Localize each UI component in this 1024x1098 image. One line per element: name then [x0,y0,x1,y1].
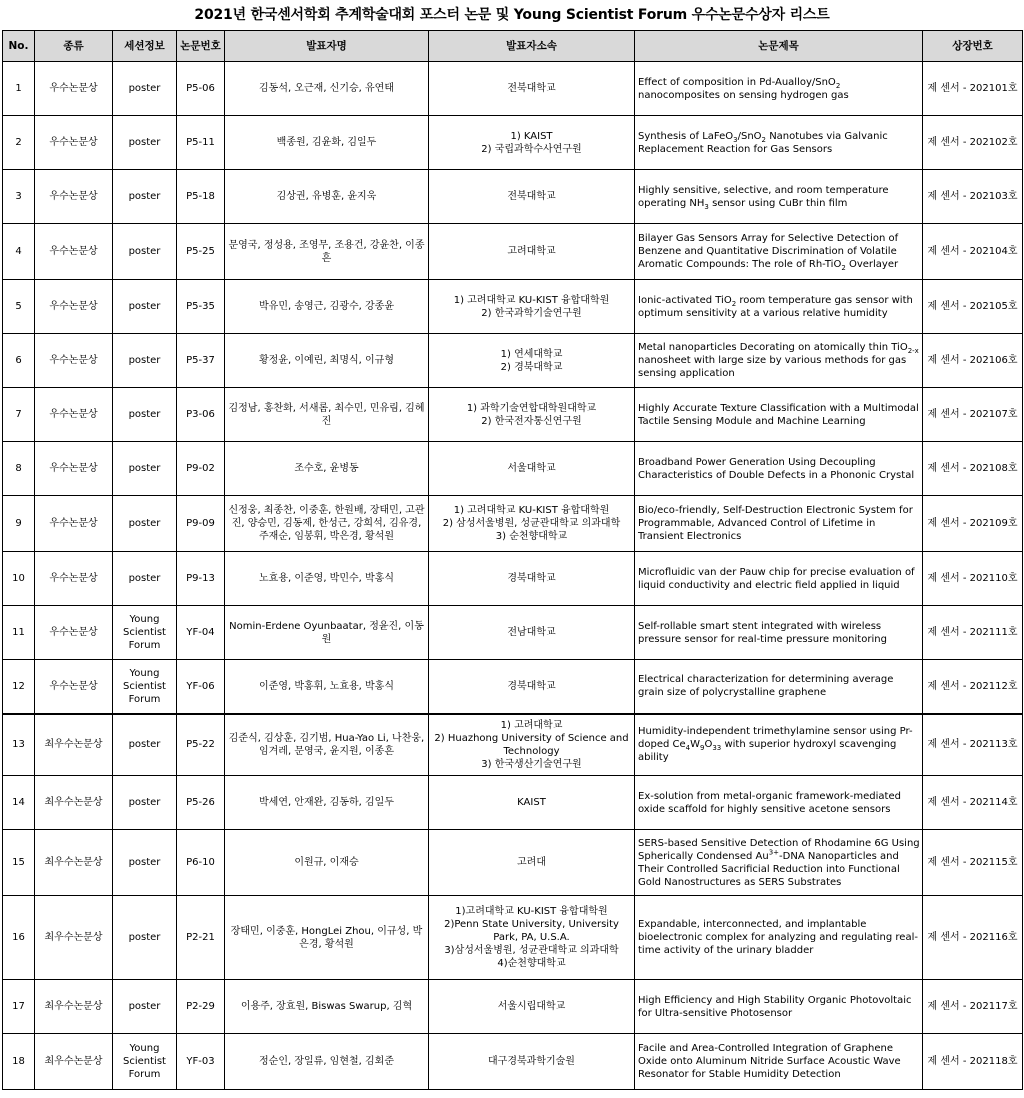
title-text: Metal nanoparticles Decorating on atomically thin TiO [638,342,908,353]
formula-subscript: 3 [704,202,709,211]
table-row [3,830,1023,896]
cell-session: poster [113,62,177,116]
header-code: 논문번호 [177,31,225,62]
table-row [3,334,1023,388]
cell-type: 우수논문상 [35,62,113,116]
cell-session: poster [113,552,177,606]
formula-subscript: 3+ [768,848,780,857]
table-row [3,496,1023,552]
formula-subscript: 2 [835,81,841,90]
cell-authors: 김상권, 유병훈, 윤지욱 [225,170,429,224]
cell-type: 우수논문상 [35,280,113,334]
cell-session: poster [113,170,177,224]
cell-paper-title [635,62,923,116]
cell-award-number: 제 센서 - 202117호 [923,980,1023,1034]
table-row [3,170,1023,224]
cell-no: 6 [3,334,35,388]
table-row [3,606,1023,660]
cell-paper-title [635,1034,923,1090]
cell-authors: 박세연, 안재완, 김동하, 김일두 [225,776,429,830]
cell-session: poster [113,496,177,552]
table-row [3,62,1023,116]
cell-session: poster [113,116,177,170]
title-text: Ex-solution from metal-organic framework-mediated oxide scaffold for highly sensitive acetone sensors [638,790,901,815]
title-text: -DNA Nanoparticles and Their Controlled Sacrificial Reduction into Functional Gold Nanostructures as SERS Substrates [638,850,900,888]
cell-authors: 신정웅, 최종찬, 이중훈, 한원배, 장태민, 고관진, 양승민, 김동제, 한성근, 강희석, 김유경, 주재순, 임봉휘, 박은경, 황석원 [225,496,429,552]
table-row [3,980,1023,1034]
cell-affiliation: 1) 고려대학교 2) Huazhong University of Science and Technology 3) 한국생산기술연구원 [429,714,635,776]
cell-code: P2-21 [177,896,225,980]
cell-no: 16 [3,896,35,980]
header-row [3,31,1023,62]
cell-award-number: 제 센서 - 202116호 [923,896,1023,980]
cell-affiliation: 1) KAIST 2) 국립과학수사연구원 [429,116,635,170]
cell-code: P5-18 [177,170,225,224]
cell-no: 18 [3,1034,35,1090]
title-text: Effect of composition in Pd-Aualloy/SnO [638,76,836,88]
cell-code: P5-22 [177,714,225,776]
title-text: Ionic-activated TiO [638,294,732,306]
cell-award-number: 제 센서 - 202110호 [923,552,1023,606]
cell-award-number: 제 센서 - 202101호 [923,62,1023,116]
cell-award-number: 제 센서 - 202102호 [923,116,1023,170]
title-text: Bio/eco-friendly, Self-Destruction Electronic System for Programmable, Advanced Control of Lifetime in Transient Electronics [638,505,913,542]
cell-authors: 이준영, 박홍휘, 노효용, 박홍식 [225,660,429,714]
cell-no: 8 [3,442,35,496]
cell-no: 14 [3,776,35,830]
table-row [3,116,1023,170]
cell-code: P5-25 [177,224,225,280]
cell-paper-title [635,830,923,896]
cell-affiliation: 서울대학교 [429,442,635,496]
cell-paper-title [635,660,923,714]
cell-authors: 백종원, 김윤화, 김일두 [225,116,429,170]
cell-type: 최우수논문상 [35,1034,113,1090]
cell-no: 9 [3,496,35,552]
cell-paper-title [635,606,923,660]
cell-code: YF-06 [177,660,225,714]
cell-code: P5-06 [177,62,225,116]
cell-session: poster [113,776,177,830]
title-text: Synthesis of LaFeO [638,130,734,142]
cell-code: P3-06 [177,388,225,442]
title-text: Broadband Power Generation Using Decoupling Characteristics of Double Defects in a Phononic Crystal [638,456,915,481]
cell-paper-title [635,442,923,496]
cell-authors: 이원규, 이재승 [225,830,429,896]
cell-session: poster [113,980,177,1034]
title-text: Self-rollable smart stent integrated with wireless pressure sensor for real-time pressure monitoring [638,620,887,645]
title-text: High Efficiency and High Stability Organic Photovoltaic for Ultra-sensitive Photosensor [638,994,912,1019]
cell-award-number: 제 센서 - 202114호 [923,776,1023,830]
header-type: 종류 [35,31,113,62]
cell-award-number: 제 센서 - 202104호 [923,224,1023,280]
cell-affiliation: 경북대학교 [429,552,635,606]
cell-affiliation: 대구경북과학기술원 [429,1034,635,1090]
title-text: /SnO [737,130,762,142]
award-table [2,30,1023,1090]
cell-code: YF-03 [177,1034,225,1090]
cell-type: 최우수논문상 [35,896,113,980]
title-text: with superior hydroxyl scavenging ability [638,739,897,764]
cell-session: poster [113,896,177,980]
cell-affiliation: 전남대학교 [429,606,635,660]
title-text: Highly Accurate Texture Classification with a Multimodal Tactile Sensing Module and Machine Learning [638,402,919,427]
formula-subscript: 4 [685,744,691,753]
cell-paper-title [635,334,923,388]
cell-no: 11 [3,606,35,660]
cell-code: P9-09 [177,496,225,552]
cell-paper-title [635,170,923,224]
cell-no: 10 [3,552,35,606]
cell-no: 12 [3,660,35,714]
cell-no: 2 [3,116,35,170]
title-text: Highly sensitive, selective, and room temperature operating NH [638,184,889,209]
cell-authors: 노효용, 이준영, 박민수, 박홍식 [225,552,429,606]
title-text: Nanotubes via Galvanic Replacement Reaction for Gas Sensors [638,130,888,155]
cell-no: 17 [3,980,35,1034]
table-row [3,714,1023,776]
cell-award-number: 제 센서 - 202115호 [923,830,1023,896]
header-award-number: 상장번호 [923,31,1023,62]
table-row [3,224,1023,280]
title-text: Facile and Area-Controlled Integration of Graphene Oxide onto Aluminum Nitride Surface Acoustic Wave Resonator for Stable Humidity Detection [638,1043,901,1080]
cell-type: 최우수논문상 [35,980,113,1034]
cell-authors: 김준식, 김상훈, 김기범, Hua-Yao Li, 나찬웅, 임겨레, 문영국, 윤지원, 이종흔 [225,714,429,776]
cell-session: Young Scientist Forum [113,660,177,714]
cell-code: P6-10 [177,830,225,896]
cell-session: poster [113,830,177,896]
title-text: Humidity-independent trimethylamine sensor using Pr-doped Ce [638,726,913,751]
cell-paper-title [635,714,923,776]
cell-award-number: 제 센서 - 202108호 [923,442,1023,496]
cell-type: 우수논문상 [35,496,113,552]
header-paper-title: 논문제목 [635,31,923,62]
cell-authors: 김정남, 홍찬화, 서새롬, 최수민, 민유림, 김혜진 [225,388,429,442]
table-row [3,660,1023,714]
cell-type: 우수논문상 [35,388,113,442]
table-row [3,776,1023,830]
title-text: W [690,739,700,751]
title-text: O [704,739,713,751]
cell-paper-title [635,552,923,606]
cell-paper-title [635,980,923,1034]
title-text: SERS-based Sensitive Detection of Rhodamine 6G Using Spherically Condensed Au [638,837,920,862]
cell-paper-title [635,116,923,170]
table-row [3,280,1023,334]
cell-code: YF-04 [177,606,225,660]
formula-subscript: 9 [700,744,705,753]
cell-affiliation: 고려대학교 [429,224,635,280]
cell-authors: 정순인, 장일류, 임현철, 김회준 [225,1034,429,1090]
cell-award-number: 제 센서 - 202106호 [923,334,1023,388]
cell-session: Young Scientist Forum [113,606,177,660]
formula-subscript: 2 [761,135,767,144]
cell-type: 우수논문상 [35,334,113,388]
title-text: nanosheet with large size by various methods for gas sensing application [638,355,907,379]
cell-affiliation: KAIST [429,776,635,830]
cell-type: 우수논문상 [35,660,113,714]
cell-code: P5-35 [177,280,225,334]
cell-code: P5-11 [177,116,225,170]
cell-no: 7 [3,388,35,442]
cell-no: 3 [3,170,35,224]
cell-code: P9-13 [177,552,225,606]
cell-type: 최우수논문상 [35,830,113,896]
cell-session: poster [113,224,177,280]
cell-affiliation: 전북대학교 [429,170,635,224]
cell-type: 우수논문상 [35,606,113,660]
formula-subscript: 2-x [907,347,919,355]
cell-code: P5-37 [177,334,225,388]
header-session: 세션정보 [113,31,177,62]
cell-no: 15 [3,830,35,896]
cell-award-number: 제 센서 - 202105호 [923,280,1023,334]
title-text: Overlayer [845,259,899,270]
cell-no: 1 [3,62,35,116]
cell-session: poster [113,280,177,334]
cell-affiliation: 전북대학교 [429,62,635,116]
cell-paper-title [635,496,923,552]
formula-subscript: 33 [712,744,722,753]
title-text: room temperature gas sensor with optimum sensitivity at a various relative humidity [638,294,913,319]
cell-code: P5-26 [177,776,225,830]
cell-paper-title [635,776,923,830]
formula-subscript: 2 [841,264,846,272]
title-text: Bilayer Gas Sensors Array for Selective Detection of Benzene and Quantitative Discrimination of Volatile Aromatic Compounds: The role of Rh-TiO [638,233,899,270]
header-no: No. [3,31,35,62]
cell-type: 최우수논문상 [35,714,113,776]
table-row [3,552,1023,606]
title-text: Electrical characterization for determining average grain size of polycrystalline graphene [638,674,894,699]
cell-authors: 박유민, 송영근, 김광수, 강종윤 [225,280,429,334]
cell-award-number: 제 센서 - 202107호 [923,388,1023,442]
cell-code: P9-02 [177,442,225,496]
cell-affiliation: 1) 고려대학교 KU-KIST 융합대학원 2) 삼성서울병원, 성균관대학교 의과대학 3) 순천향대학교 [429,496,635,552]
cell-type: 우수논문상 [35,170,113,224]
cell-no: 13 [3,714,35,776]
cell-award-number: 제 센서 - 202111호 [923,606,1023,660]
cell-type: 최우수논문상 [35,776,113,830]
cell-authors: 이용주, 장효원, Biswas Swarup, 김혁 [225,980,429,1034]
document-title: 2021년 한국센서학회 추계학술대회 포스터 논문 및 Young Scientist Forum 우수논문수상자 리스트 [194,7,830,23]
formula-subscript: 2 [731,299,737,308]
cell-paper-title [635,224,923,280]
title-text: sensor using CuBr thin film [708,197,848,209]
cell-affiliation: 1) 과학기술연합대학원대학교 2) 한국전자통신연구원 [429,388,635,442]
cell-affiliation: 1) 고려대학교 KU-KIST 융합대학원 2) 한국과학기술연구원 [429,280,635,334]
cell-type: 우수논문상 [35,224,113,280]
table-row [3,1034,1023,1090]
cell-award-number: 제 센서 - 202113호 [923,714,1023,776]
cell-type: 우수논문상 [35,442,113,496]
cell-award-number: 제 센서 - 202103호 [923,170,1023,224]
cell-award-number: 제 센서 - 202112호 [923,660,1023,714]
cell-session: poster [113,714,177,776]
title-text: Microfluidic van der Pauw chip for precise evaluation of liquid conductivity and electric field applied in liquid [638,566,915,591]
cell-affiliation: 1)고려대학교 KU-KIST 융합대학원 2)Penn State University, University Park, PA, U.S.A. 3)삼성서울병원, 성균관대학교 의과대학 4)순천향대학교 [429,896,635,980]
cell-paper-title [635,896,923,980]
cell-authors: 김동석, 오근재, 신기승, 유연태 [225,62,429,116]
cell-affiliation: 고려대 [429,830,635,896]
header-authors: 발표자명 [225,31,429,62]
formula-subscript: 3 [733,135,738,144]
table-row [3,896,1023,980]
cell-no: 5 [3,280,35,334]
cell-session: poster [113,442,177,496]
cell-no: 4 [3,224,35,280]
title-text: Expandable, interconnected, and implantable bioelectronic complex for analyzing and regulating real-time activity of the urinary bladder [638,919,918,956]
cell-authors: 문영국, 정성용, 조영무, 조용건, 강윤찬, 이종흔 [225,224,429,280]
cell-paper-title [635,280,923,334]
cell-session: poster [113,388,177,442]
cell-session: Young Scientist Forum [113,1034,177,1090]
cell-affiliation: 1) 연세대학교 2) 경북대학교 [429,334,635,388]
cell-session: poster [113,334,177,388]
cell-authors: 장태민, 이중훈, HongLei Zhou, 이규성, 박은경, 황석원 [225,896,429,980]
cell-type: 우수논문상 [35,116,113,170]
cell-authors: Nomin-Erdene Oyunbaatar, 정윤진, 이동원 [225,606,429,660]
cell-authors: 조수호, 윤병동 [225,442,429,496]
cell-code: P2-29 [177,980,225,1034]
cell-affiliation: 서울시립대학교 [429,980,635,1034]
cell-award-number: 제 센서 - 202109호 [923,496,1023,552]
cell-affiliation: 경북대학교 [429,660,635,714]
table-row [3,442,1023,496]
cell-paper-title [635,388,923,442]
cell-award-number: 제 센서 - 202118호 [923,1034,1023,1090]
cell-type: 우수논문상 [35,552,113,606]
header-affiliation: 발표자소속 [429,31,635,62]
title-text: nanocomposites on sensing hydrogen gas [638,89,849,101]
table-row [3,388,1023,442]
cell-authors: 황정윤, 이예린, 최명식, 이규형 [225,334,429,388]
